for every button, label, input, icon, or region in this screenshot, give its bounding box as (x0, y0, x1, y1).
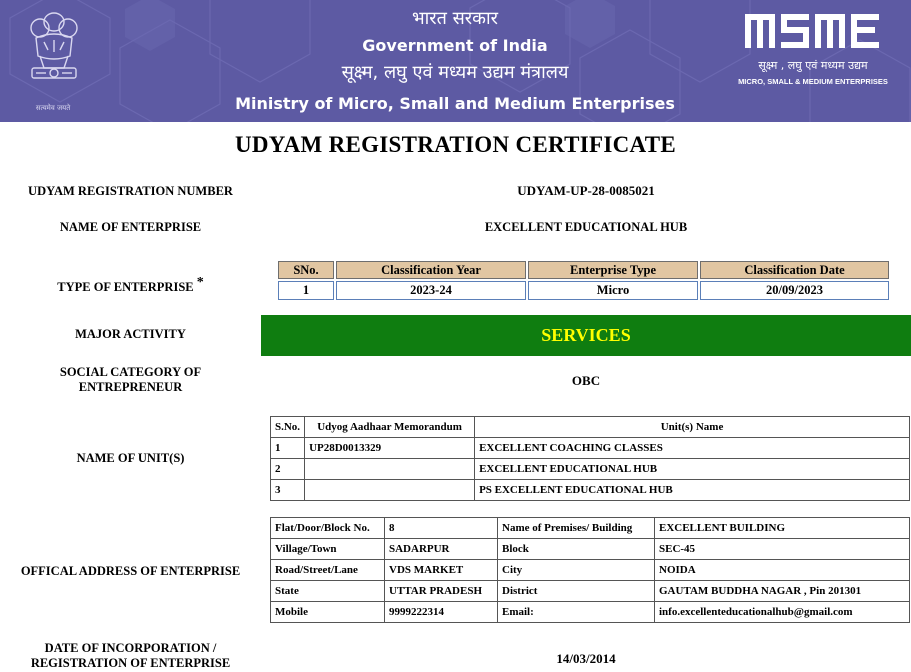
page-header (0, 0, 911, 122)
emblem-motto: सत्यमेव जयते (35, 104, 71, 112)
address-field-label: State (271, 581, 385, 602)
ministry-hindi-title: सूक्ष्म, लघु एवं मध्यम उद्यम मंत्रालय (341, 62, 569, 83)
classification-header-sno: SNo. (278, 261, 334, 279)
address-field-value: SADARPUR (385, 539, 498, 560)
unit-name: EXCELLENT EDUCATIONAL HUB (475, 459, 910, 480)
table-row (271, 438, 910, 459)
table-row (271, 459, 910, 480)
incorporation-label (0, 641, 261, 671)
type-of-enterprise-label-text: TYPE OF ENTERPRISE (57, 280, 194, 295)
email-value: info.excellenteducationalhub@gmail.com (655, 602, 910, 623)
table-row (271, 581, 910, 602)
address-field-value: 9999222314 (385, 602, 498, 623)
table-row (271, 560, 910, 581)
incorporation-label-line2: REGISTRATION OF ENTERPRISE (30, 656, 231, 670)
address-field-label: Mobile (271, 602, 385, 623)
table-row (271, 480, 910, 501)
unit-name: EXCELLENT COACHING CLASSES (475, 438, 910, 459)
govt-hindi-title: भारत सरकार (411, 8, 499, 29)
table-row (271, 539, 910, 560)
national-emblem-icon (14, 6, 94, 104)
classification-header-row (278, 261, 889, 279)
classification-sno: 1 (278, 281, 334, 300)
registration-number-label: UDYAM REGISTRATION NUMBER (28, 184, 233, 198)
enterprise-name: EXCELLENT EDUCATIONAL HUB (484, 220, 688, 234)
msme-hindi-tagline: सूक्ष्म , लघु एवं मध्यम उद्यम (758, 59, 868, 72)
address-field-value: GAUTAM BUDDHA NAGAR , Pin 201301 (655, 581, 910, 602)
major-activity-banner: SERVICES (261, 315, 911, 356)
classification-year: 2023-24 (336, 281, 526, 300)
address-field-label: Road/Street/Lane (271, 560, 385, 581)
social-category-label-line1: SOCIAL CATEGORY OF (59, 365, 202, 379)
address-field-value: SEC-45 (655, 539, 910, 560)
address-field-label: Block (498, 539, 655, 560)
asterisk-marker: * (196, 275, 204, 290)
govt-title: Government of India (362, 36, 548, 55)
classification-date: 20/09/2023 (700, 281, 889, 300)
table-row (271, 602, 910, 623)
address-field-label: City (498, 560, 655, 581)
classification-header-date: Classification Date (700, 261, 889, 279)
msme-logo (745, 10, 885, 50)
unit-sno: 2 (271, 459, 305, 480)
classification-header-type: Enterprise Type (528, 261, 698, 279)
units-header-uam: Udyog Aadhaar Memorandum (305, 417, 475, 438)
units-table (270, 416, 910, 501)
units-header-row (271, 417, 910, 438)
address-table (270, 517, 910, 623)
table-row (271, 518, 910, 539)
enterprise-type: Micro (528, 281, 698, 300)
units-header-name: Unit(s) Name (475, 417, 910, 438)
incorporation-date: 14/03/2014 (556, 651, 616, 666)
address-field-label: District (498, 581, 655, 602)
address-field-value: NOIDA (655, 560, 910, 581)
address-label: OFFICAL ADDRESS OF ENTERPRISE (20, 564, 241, 578)
registration-number: UDYAM-UP-28-0085021 (517, 183, 655, 198)
major-activity-label: MAJOR ACTIVITY (75, 327, 186, 341)
units-header-sno: S.No. (271, 417, 305, 438)
units-label: NAME OF UNIT(S) (76, 451, 185, 465)
enterprise-name-label: NAME OF ENTERPRISE (59, 220, 202, 234)
certificate-title: UDYAM REGISTRATION CERTIFICATE (234, 132, 676, 157)
address-field-value: EXCELLENT BUILDING (655, 518, 910, 539)
classification-header-year: Classification Year (336, 261, 526, 279)
address-field-label: Village/Town (271, 539, 385, 560)
unit-uam: UP28D0013329 (305, 438, 475, 459)
social-category-label (0, 365, 261, 395)
type-of-enterprise-label (0, 275, 261, 295)
unit-uam (305, 480, 475, 501)
address-field-value: UTTAR PRADESH (385, 581, 498, 602)
address-field-label: Name of Premises/ Building (498, 518, 655, 539)
address-field-value: VDS MARKET (385, 560, 498, 581)
classification-table (276, 259, 891, 302)
msme-english-tagline: MICRO, SMALL & MEDIUM ENTERPRISES (738, 77, 888, 86)
address-field-label: Email: (498, 602, 655, 623)
social-category-label-line2: ENTREPRENEUR (78, 380, 183, 394)
ministry-title: Ministry of Micro, Small and Medium Enterprises (235, 94, 675, 113)
social-category-value: OBC (571, 373, 601, 388)
unit-name: PS EXCELLENT EDUCATIONAL HUB (475, 480, 910, 501)
unit-sno: 1 (271, 438, 305, 459)
address-field-label: Flat/Door/Block No. (271, 518, 385, 539)
incorporation-label-line1: DATE OF INCORPORATION / (44, 641, 217, 655)
unit-sno: 3 (271, 480, 305, 501)
unit-uam (305, 459, 475, 480)
table-row (278, 281, 889, 300)
address-field-value: 8 (385, 518, 498, 539)
